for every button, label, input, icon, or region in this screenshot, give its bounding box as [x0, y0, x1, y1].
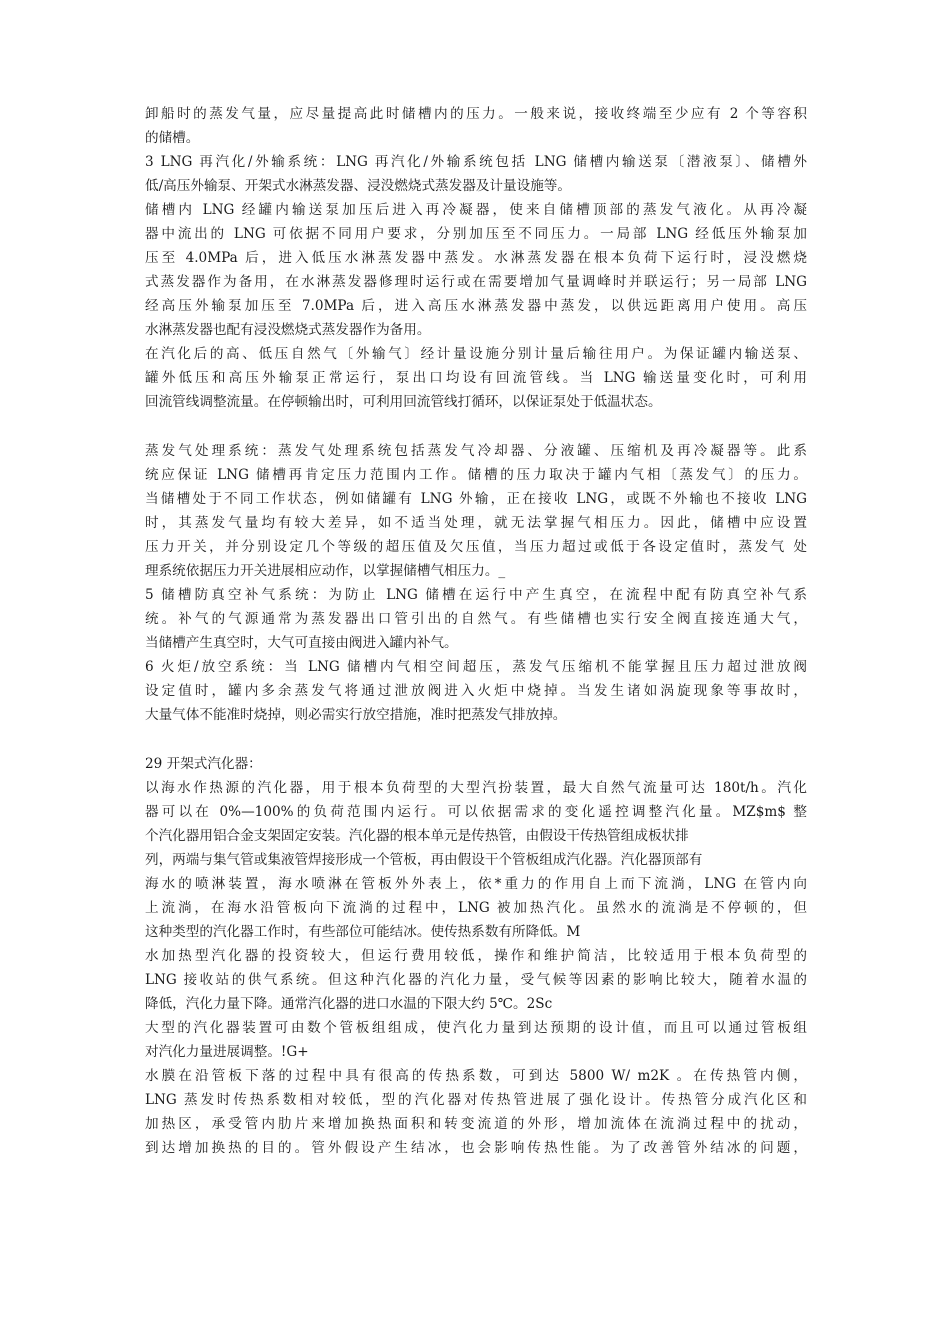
paragraph-p6	[145, 583, 807, 655]
paragraph-p9	[145, 776, 807, 944]
text-line: 水加热型汽化器的投资较大，但运行费用较低，操作和维护简洁，比较适用于根本负荷型的	[145, 948, 807, 964]
paragraph-p3	[145, 198, 807, 342]
paragraph-p12	[145, 1064, 807, 1160]
text-line: 理系统依据压力开关进展相应动作，以掌握储槽气相压力。_	[145, 563, 506, 579]
text-line: 设定值时，罐内多余蒸发气将通过泄放阀进入火炬中烧掉。当发生诸如涡旋现象等事故时，	[145, 683, 807, 699]
text-line: LNG 蒸发时传热系数相对较低，型的汽化器对传热管进展了强化设计。传热管分成汽化区和	[145, 1092, 807, 1108]
text-line: 加热区，承受管内肋片来增加换热面积和转变流道的外形，增加流体在流淌过程中的扰动，	[145, 1116, 807, 1132]
text-line: 5 储槽防真空补气系统：为防止 LNG 储槽在运行中产生真空，在流程中配有防真空补气系	[145, 587, 807, 603]
text-line: 器中流出的 LNG 可依据不同用户要求，分别加压至不同压力。一局部 LNG 经低压外输泵加	[145, 226, 807, 242]
paragraph-p7	[145, 655, 807, 727]
text-line: 罐外低压和高压外输泵正常运行，泵出口均设有回流管线。当 LNG 输送量变化时，可利用	[145, 370, 807, 386]
document-body	[145, 102, 807, 1160]
text-line: 压力开关，并分别设定几个等级的超压值及欠压值，当压力超过或低于各设定值时，蒸发气 处	[145, 539, 807, 555]
text-line: 到达增加换热的目的。管外假设产生结冰，也会影响传热性能。为了改善管外结冰的问题，	[145, 1140, 807, 1156]
text-line: 以海水作热源的汽化器，用于根本负荷型的大型汽扮装置，最大自然气流量可达 180t/h。汽化	[145, 780, 807, 796]
text-line: 对汽化力量进展调整。!G+	[145, 1044, 309, 1060]
text-line: 海水的喷淋装置，海水喷淋在管板外外表上，依*重力的作用自上而下流淌，LNG 在管内向	[145, 876, 807, 892]
text-line: 统应保证 LNG 储槽再肯定压力范围内工作。储槽的压力取决于罐内气相〔蒸发气〕的压力。	[145, 467, 807, 483]
text-line: 蒸发气处理系统：蒸发气处理系统包括蒸发气冷却器、分液罐、压缩机及再冷凝器等。此系	[145, 443, 807, 459]
text-line: 时，其蒸发气量均有较大差异，如不适当处理，就无法掌握气相压力。因此，储槽中应设置	[145, 515, 807, 531]
paragraph-p1	[145, 102, 807, 150]
text-line: 个汽化器用铝合金支架固定安装。汽化器的根本单元是传热管，由假设干传热管组成板状排	[145, 828, 689, 844]
text-line: 水膜在沿管板下落的过程中具有很高的传热系数，可到达 5800 W/ m2K 。在传热管内侧，	[145, 1068, 807, 1084]
paragraph-p4	[145, 342, 807, 414]
text-line: 大量气体不能准时烧掉，则必需实行放空措施，准时把蒸发气排放掉。	[145, 707, 567, 723]
text-line: 降低，汽化力量下降。通常汽化器的进口水温的下限大约 5℃。2Sc	[145, 996, 553, 1012]
text-line: 卸船时的蒸发气量，应尽量提高此时储槽内的压力。一般来说，接收终端至少应有 2 个等容积	[145, 106, 807, 122]
paragraph-p11	[145, 1016, 807, 1064]
text-line: 当储槽处于不同工作状态，例如储罐有 LNG 外输，正在接收 LNG，或既不外输也不接收 LNG	[145, 491, 807, 507]
text-line: 的储槽。	[145, 130, 200, 146]
text-line: 当储槽产生真空时，大气可直接由阀进入罐内补气。	[145, 635, 458, 651]
text-line: 统。补气的气源通常为蒸发器出口管引出的自然气。有些储槽也实行安全阀直接连通大气，	[145, 611, 807, 627]
text-line: 压至 4.0MPa 后，进入低压水淋蒸发器中蒸发。水淋蒸发器在根本负荷下运行时，浸没燃烧	[145, 250, 807, 266]
paragraph-spacer	[145, 727, 807, 752]
text-line: 29 开架式汽化器：	[145, 756, 262, 772]
text-line: 式蒸发器作为备用，在水淋蒸发器修理时运行或在需要增加气量调峰时并联运行；另一局部 LNG	[145, 274, 807, 290]
text-line: 经高压外输泵加压至 7.0MPa 后，进入高压水淋蒸发器中蒸发，以供远距离用户使用。高压	[145, 298, 807, 314]
text-line: 低/高压外输泵、开架式水淋蒸发器、浸没燃烧式蒸发器及计量设施等。	[145, 178, 571, 194]
text-line: 上流淌，在海水沿管板向下流淌的过程中，LNG 被加热汽化。虽然水的流淌是不停顿的，但	[145, 900, 807, 916]
paragraph-p10	[145, 944, 807, 1016]
paragraph-spacer	[145, 414, 807, 439]
text-line: 储槽内 LNG 经罐内输送泵加压后进入再冷凝器，使来自储槽顶部的蒸发气液化。从再冷凝	[145, 202, 807, 218]
text-line: 6 火炬/放空系统：当 LNG 储槽内气相空间超压，蒸发气压缩机不能掌握且压力超过泄放阀	[145, 659, 807, 675]
text-line: 3 LNG 再汽化/外输系统：LNG 再汽化/外输系统包括 LNG 储槽内输送泵〔潜液泵〕、储槽外	[145, 154, 807, 170]
text-line: 大型的汽化器装置可由数个管板组组成，使汽化力量到达预期的设计值，而且可以通过管板组	[145, 1020, 807, 1036]
text-line: 水淋蒸发器也配有浸没燃烧式蒸发器作为备用。	[145, 322, 431, 338]
text-line: LNG 接收站的供气系统。但这种汽化器的汽化力量，受气候等因素的影响比较大，随着水温的	[145, 972, 807, 988]
text-line: 回流管线调整流量。在停顿输出时，可利用回流管线打循环，以保证泵处于低温状态。	[145, 394, 662, 410]
paragraph-p8	[145, 752, 807, 776]
text-line: 这种类型的汽化器工作时，有些部位可能结冰。使传热系数有所降低。M	[145, 924, 581, 940]
text-line: 列，两端与集气管或集液管焊接形成一个管板，再由假设干个管板组成汽化器。汽化器顶部有	[145, 852, 703, 868]
text-line: 在汽化后的高、低压自然气〔外输气〕经计量设施分别计量后输往用户。为保证罐内输送泵、	[145, 346, 807, 362]
paragraph-p5	[145, 439, 807, 583]
text-line: 器可以在 0%—100%的负荷范围内运行。可以依据需求的变化遥控调整汽化量。MZ$m$ 整	[145, 804, 807, 820]
paragraph-p2	[145, 150, 807, 198]
